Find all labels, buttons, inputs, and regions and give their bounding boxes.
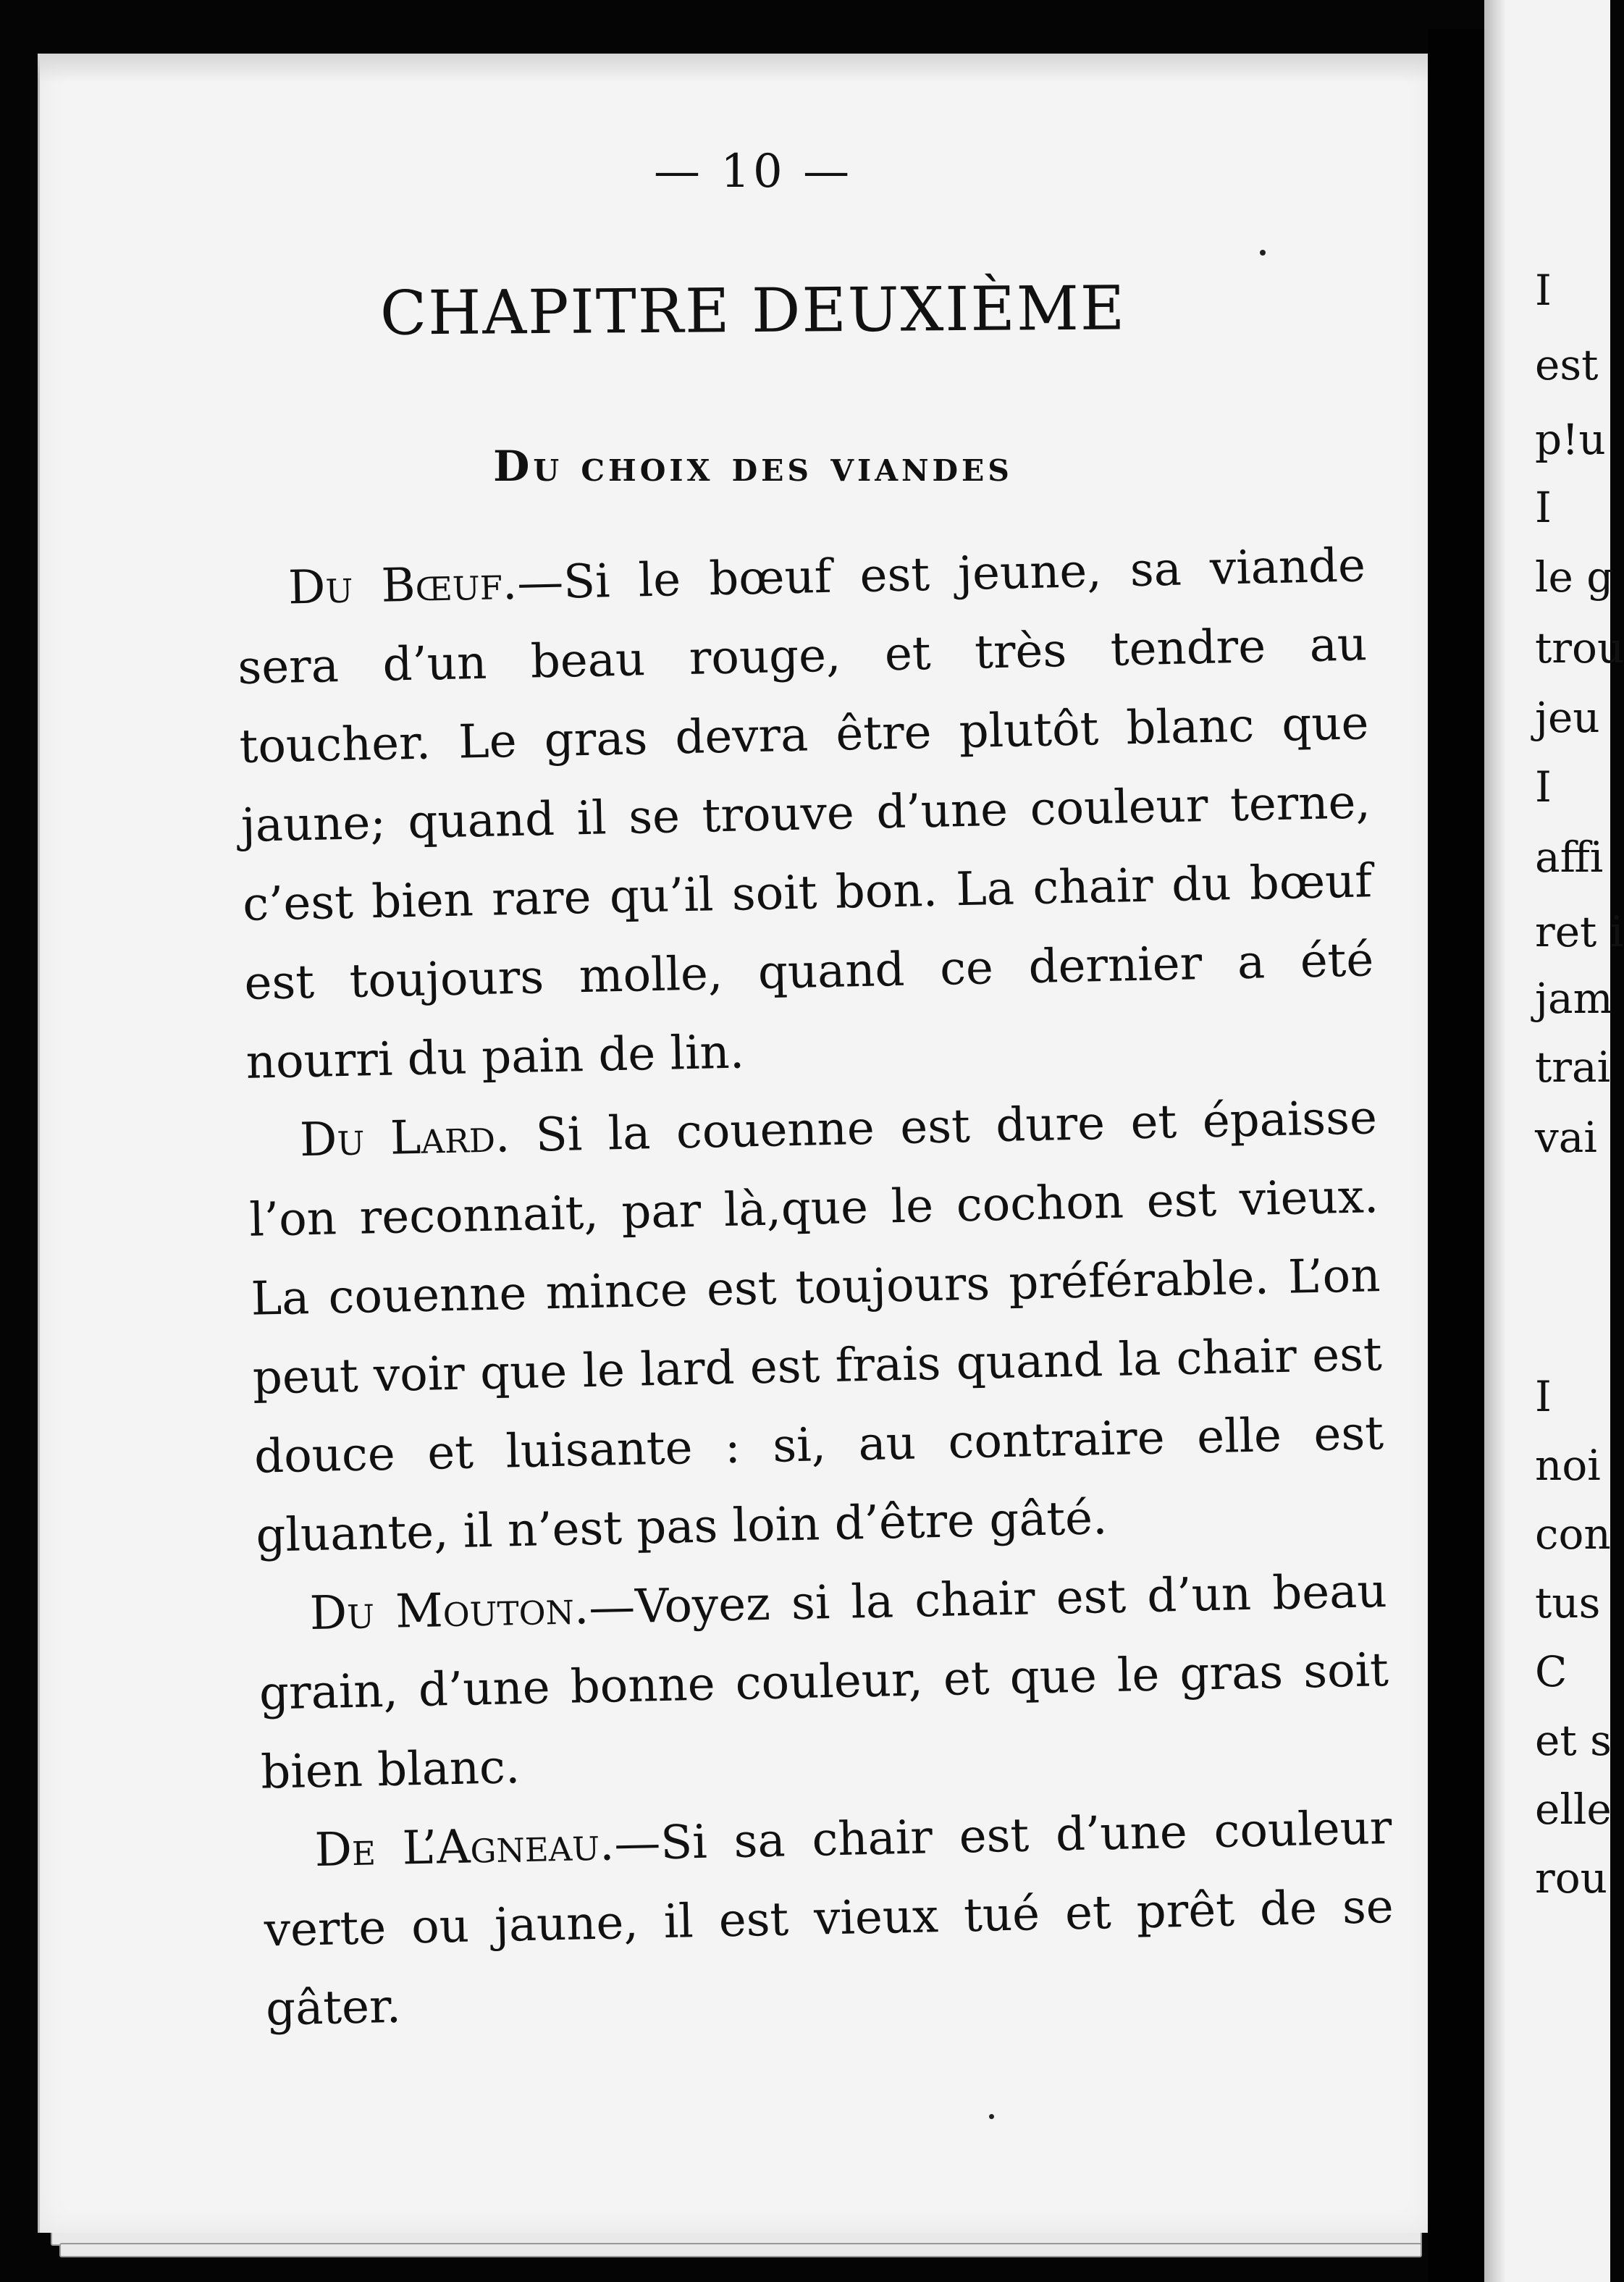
facing-page-fragment: affi [1535, 833, 1604, 882]
facing-page-fragment: jeu [1535, 693, 1600, 742]
paragraph-lard [247, 1079, 1386, 1576]
facing-page-fragment: I [1535, 762, 1552, 812]
book-gutter [1428, 29, 1486, 2282]
paragraph-text: —Voyez si la chair est d’un beau grain, d’une bonne couleur, et que le gras soit bien blanc. [258, 1565, 1389, 1800]
section-heading: Du choix des viandes [493, 442, 1013, 491]
body-text [235, 526, 1396, 2049]
paragraph-head: Du Mouton. [309, 1581, 589, 1641]
facing-page-fragment: I [1535, 266, 1552, 315]
paragraph-text: —Si sa chair est d’une couleur verte ou jaune, il est vieux tué et prêt de se gâter. [264, 1801, 1394, 2037]
paragraph-text: Si la couenne est dure et épaisse l’on reconnait, par là,que le cochon est vieux. La couenne mince est toujours préférable. L’on peut voir que le lard est frais quand la chair est douce et luisante : si, au contraire elle est gluante, il n’est pas loin d’être gâté. [248, 1091, 1384, 1563]
facing-page-fragment: jam [1535, 974, 1613, 1023]
paragraph-text: —Si le bœuf est jeune, sa viande sera d’un beau rouge, et très tendre au toucher. Le gras devra être plutôt blanc que jaune; quand il se trouve d’une couleur terne, c’est bien rare qu’il soit bon. La chair du bœuf est toujours molle, quand ce dernier a été nourri du pain de lin. [237, 539, 1374, 1090]
facing-page-fragment: trai [1535, 1043, 1611, 1092]
facing-page-fragment: I [1535, 1372, 1552, 1421]
facing-page-fragment: noi [1535, 1441, 1601, 1490]
page-stack-edge [59, 2243, 1422, 2257]
paragraph-head: Du Bœuf. [287, 556, 518, 615]
facing-page-fragment: I [1535, 483, 1552, 532]
paragraph-beef [235, 526, 1376, 1103]
facing-page-fragment: C [1535, 1647, 1568, 1696]
facing-page-fragment: p!u [1535, 415, 1606, 464]
facing-page-shadow [1484, 0, 1506, 2282]
paragraph-mouton [257, 1552, 1392, 1813]
facing-page-fragment: rou [1535, 1853, 1607, 1903]
paragraph-head: De L’Agneau. [314, 1817, 615, 1878]
facing-page-fragment: con [1535, 1510, 1611, 1559]
chapter-title: CHAPITRE DEUXIÈME [379, 272, 1127, 349]
facing-page-fragment: vai [1535, 1113, 1597, 1162]
facing-page-fragment: elle [1535, 1785, 1612, 1834]
facing-page-fragment: le g [1535, 552, 1614, 602]
facing-page-fragment: trou [1535, 623, 1624, 673]
page-number: — 10 — [653, 145, 853, 198]
paragraph-agneau [262, 1789, 1397, 2050]
paragraph-head: Du Lard. [299, 1109, 510, 1168]
ink-speck [989, 2114, 994, 2119]
facing-page-fragment: et s [1535, 1716, 1612, 1765]
page-top-shadow [38, 54, 1428, 83]
facing-page-fragment: ret i [1535, 907, 1624, 956]
ink-speck [1260, 250, 1266, 256]
facing-page-fragment: est [1535, 340, 1599, 390]
facing-page-fragment: tus [1535, 1578, 1601, 1628]
